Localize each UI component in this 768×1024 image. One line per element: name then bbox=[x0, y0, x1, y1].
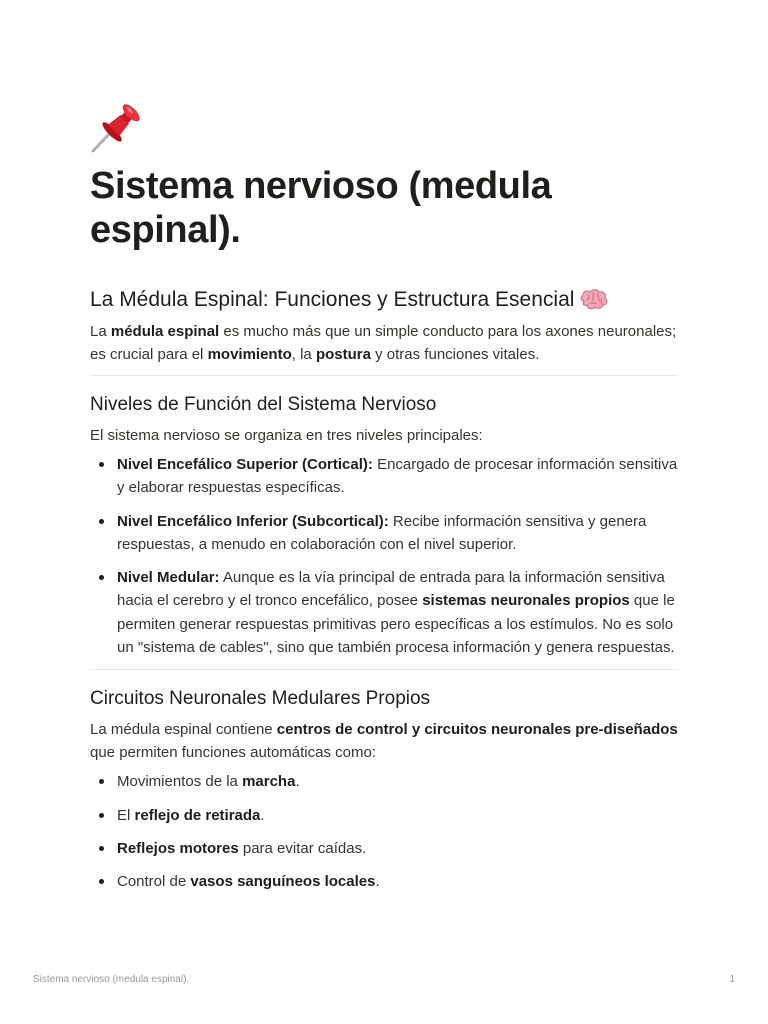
bold-text: médula espinal bbox=[110, 323, 220, 340]
functions-list bbox=[90, 770, 678, 893]
bullet-icon bbox=[99, 519, 104, 524]
bold-text: Reflejos motores bbox=[117, 839, 239, 857]
bold-text: Nivel Medular: bbox=[117, 569, 220, 587]
section-heading-niveles: Niveles de Función del Sistema Nervioso bbox=[90, 394, 437, 415]
text-run: es mucho más que un simple conducto para los axones neuronales; es crucial para el bbox=[90, 323, 677, 363]
text-run: Encargado de procesar información sensitiva y elaborar respuestas específicas. bbox=[117, 456, 678, 497]
bullet-icon bbox=[99, 879, 104, 884]
list-item bbox=[90, 453, 678, 500]
text-run: y otras funciones vitales. bbox=[370, 346, 540, 363]
text-run: Control de bbox=[117, 873, 191, 891]
list-item bbox=[90, 566, 678, 659]
bullet-icon bbox=[99, 813, 104, 818]
page-number: 1 bbox=[729, 974, 735, 985]
page-footer bbox=[33, 974, 735, 985]
list-item bbox=[90, 870, 678, 893]
text-run: . bbox=[295, 773, 300, 791]
page-title: Sistema nervioso (medula espinal). bbox=[90, 165, 552, 251]
divider bbox=[90, 375, 678, 376]
text-run: Movimientos de la bbox=[117, 773, 243, 791]
bold-text: postura bbox=[315, 346, 371, 363]
list-item bbox=[90, 770, 678, 793]
bold-text: Nivel Encefálico Inferior (Subcortical): bbox=[117, 512, 389, 530]
bullet-icon bbox=[99, 846, 104, 851]
text-run: La médula espinal contiene bbox=[90, 721, 277, 739]
text-run: El bbox=[117, 806, 135, 824]
section-heading-circuitos: Circuitos Neuronales Medulares Propios bbox=[90, 688, 431, 710]
footer-title: Sistema nervioso (medula espinal). bbox=[33, 974, 190, 985]
text-run: Aunque es la vía principal de entrada para la información sensitiva hacia el cerebro y el tronco encefálico, posee bbox=[117, 569, 665, 610]
bold-text: marcha bbox=[242, 773, 296, 791]
bold-text: movimiento bbox=[207, 346, 292, 363]
section-heading-text: La Médula Espinal: Funciones y Estructura Esencial bbox=[90, 288, 575, 311]
bold-text: reflejo de retirada bbox=[134, 806, 261, 824]
bold-text: Nivel Encefálico Superior (Cortical): bbox=[117, 456, 373, 473]
bullet-icon bbox=[99, 779, 104, 784]
text-run: , la bbox=[291, 346, 316, 363]
text-run: . bbox=[375, 873, 380, 891]
levels-list bbox=[90, 453, 678, 659]
brain-icon bbox=[579, 288, 609, 312]
section-heading-medula bbox=[90, 286, 678, 314]
page-content bbox=[90, 98, 678, 904]
text-run: Recibe información sensitiva y genera respuestas, a menudo en colaboración con el nivel superior. bbox=[117, 512, 647, 553]
section1-intro bbox=[90, 320, 678, 366]
bold-text: centros de control y circuitos neuronales pre-diseñados bbox=[276, 721, 678, 739]
text-run: que le permiten generar respuestas primitivas pero específicas a los estímulos. No es solo un "sistema de cables", sino que también procesa información y genera respuestas. bbox=[117, 592, 675, 657]
text-run: que permiten funciones automáticas como: bbox=[90, 744, 376, 762]
list-item bbox=[90, 804, 678, 827]
text-run: para evitar caídas. bbox=[238, 839, 367, 857]
list-item bbox=[90, 837, 678, 860]
bold-text: sistemas neuronales propios bbox=[422, 592, 630, 610]
list-item bbox=[90, 510, 678, 557]
text-run: La bbox=[90, 323, 111, 340]
pushpin-icon bbox=[90, 98, 146, 154]
bullet-icon bbox=[99, 462, 104, 467]
bold-text: vasos sanguíneos locales bbox=[190, 873, 376, 891]
section2-intro: El sistema nervioso se organiza en tres niveles principales: bbox=[90, 427, 483, 444]
bullet-icon bbox=[99, 575, 104, 580]
text-run: . bbox=[260, 806, 265, 824]
divider bbox=[90, 669, 678, 670]
section3-intro bbox=[90, 718, 678, 764]
